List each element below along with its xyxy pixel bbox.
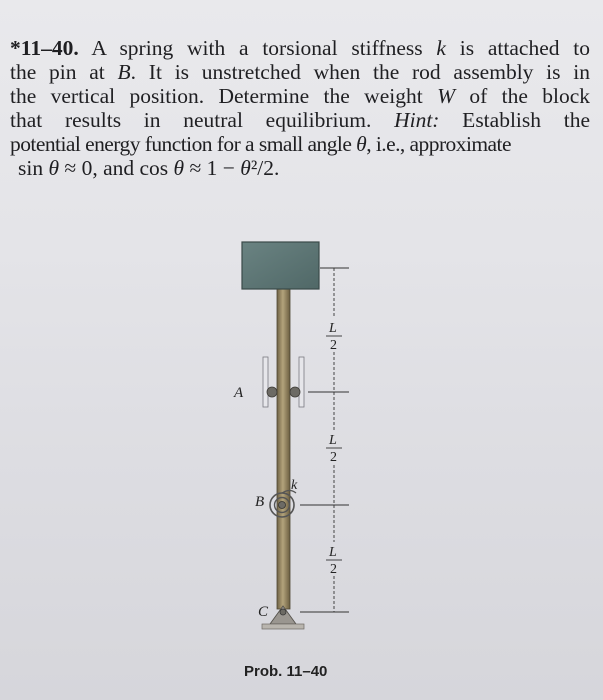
text-run: that results in neutral equilibrium. <box>10 108 395 132</box>
symbol-theta: θ <box>173 156 185 180</box>
text-run: A spring with a torsional stiffness <box>91 36 437 60</box>
text-run: . It is unstretched when the rod assembly is in <box>130 60 590 84</box>
dim-L-over-2-upper <box>326 321 342 353</box>
svg-text:L: L <box>329 545 337 560</box>
svg-text:2: 2 <box>330 450 337 465</box>
text-run: is attached to <box>445 36 590 60</box>
pin-C-support <box>262 606 304 629</box>
symbol-theta: θ <box>48 156 60 180</box>
text-run: the vertical position. Determine the weight <box>10 84 438 108</box>
symbol-theta: θ <box>356 132 367 156</box>
weight-block <box>242 242 319 289</box>
text-run: ≈ 1 − <box>184 156 241 180</box>
text-run: Establish the <box>439 108 590 132</box>
symbol-B: B <box>117 60 131 84</box>
text-run: potential energy function for a small angle <box>10 132 357 156</box>
rod <box>277 289 290 609</box>
svg-text:2: 2 <box>330 562 337 577</box>
text-run: , i.e., approximate <box>366 132 511 156</box>
figure-caption: Prob. 11–40 <box>244 663 328 680</box>
symbol-W: W <box>437 84 455 108</box>
symbol-k: k <box>436 36 446 60</box>
text-run: the pin at <box>10 60 118 84</box>
dim-L-over-2-lower <box>326 545 342 577</box>
symbol-theta: θ <box>240 156 251 180</box>
text-run: ≈ 0, and cos <box>59 156 174 180</box>
text-run: sin <box>18 156 49 180</box>
problem-number: *11–40. <box>10 36 79 60</box>
dim-L-over-2-middle <box>326 433 342 465</box>
label-B: B <box>255 494 265 510</box>
label-k: k <box>291 478 298 493</box>
svg-text:L: L <box>329 321 337 336</box>
text-run: of the block <box>454 84 590 108</box>
hint-label: Hint: <box>394 108 440 132</box>
svg-text:L: L <box>329 433 337 448</box>
label-C: C <box>258 604 269 620</box>
label-A: A <box>234 385 244 401</box>
text-run: ²/2. <box>250 156 280 180</box>
svg-text:2: 2 <box>330 338 337 353</box>
